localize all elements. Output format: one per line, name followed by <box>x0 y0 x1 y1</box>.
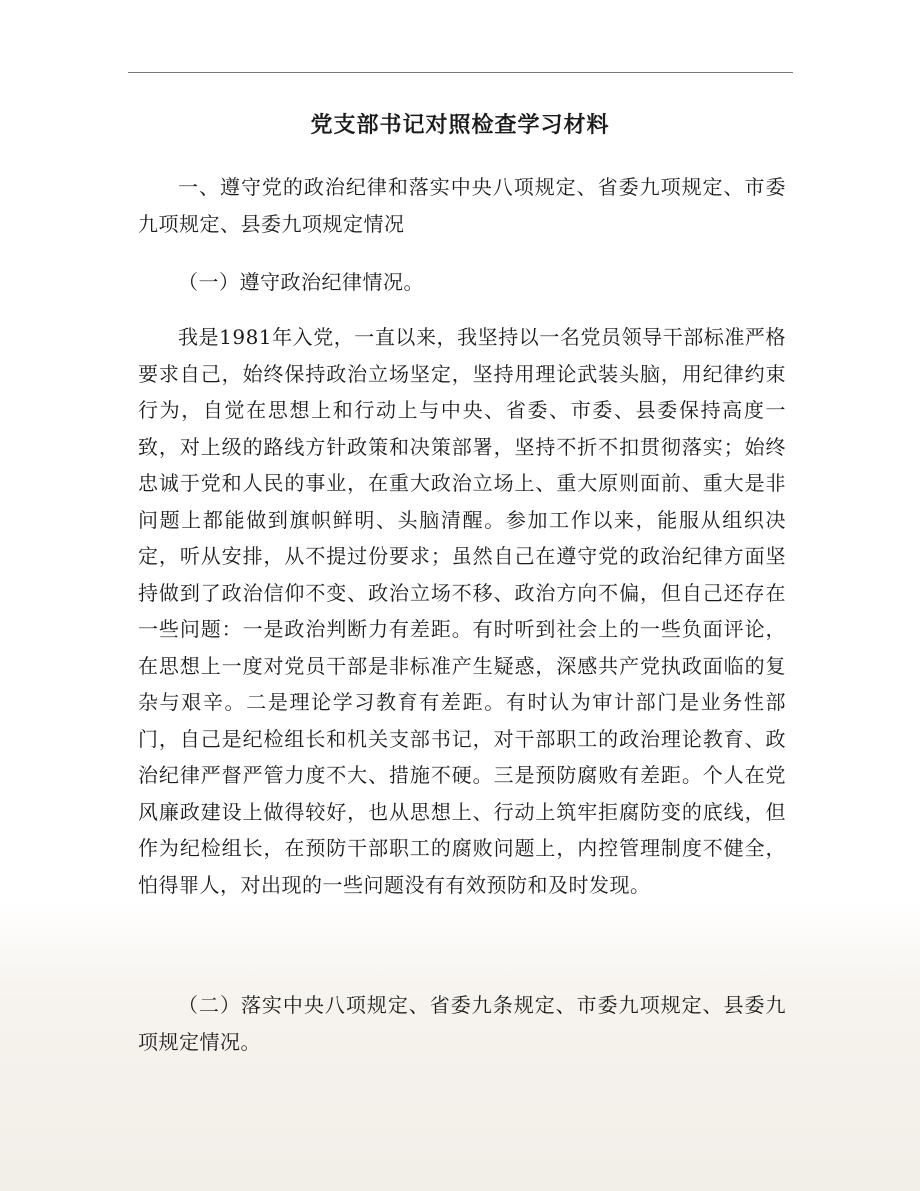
section-heading-1: 一、遵守党的政治纪律和落实中央八项规定、省委九项规定、市委九项规定、县委九项规定情况 <box>138 175 786 236</box>
subsection-heading-1: （一）遵守政治纪律情况。 <box>178 270 424 294</box>
document-title: 党支部书记对照检查学习材料 <box>310 113 610 138</box>
header-rule <box>128 72 793 73</box>
subsection-heading-2: （二）落实中央八项规定、省委九条规定、市委九项规定、县委九项规定情况。 <box>138 993 786 1054</box>
body-paragraph: 我是1981年入党，一直以来，我坚持以一名党员领导干部标准严格要求自己，始终保持政治立场坚定，坚持用理论武装头脑，用纪律约束行为，自觉在思想上和行动上与中央、省委、市委、县委保持高度一致，对上级的路线方针政策和决策部署，坚持不折不扣贯彻落实；始终忠诚于党和人民的事业，在重大政治立场上、重大原则面前、重大是非问题上都能做到旗帜鲜明、头脑清醒。参加工作以来，能服从组织决定，听从安排，从不提过份要求；虽然自己在遵守党的政治纪律方面坚持做到了政治信仰不变、政治立场不移、政治方向不偏，但自己还存在一些问题：一是政治判断力有差距。有时听到社会上的一些负面评论，在思想上一度对党员干部是非标准产生疑惑，深感共产党执政面临的复杂与艰辛。二是理论学习教育有差距。有时认为审计部门是业务性部门，自己是纪检组长和机关支部书记，对干部职工的政治理论教育、政治纪律严督严管力度不大、措施不硬。三是预防腐败有差距。个人在党风廉政建设上做得较好，也从思想上、行动上筑牢拒腐防变的底线，但作为纪检组长，在预防干部职工的腐败问题上，内控管理制度不健全，怕得罪人，对出现的一些问题没有有效预防和及时发现。 <box>138 325 786 897</box>
